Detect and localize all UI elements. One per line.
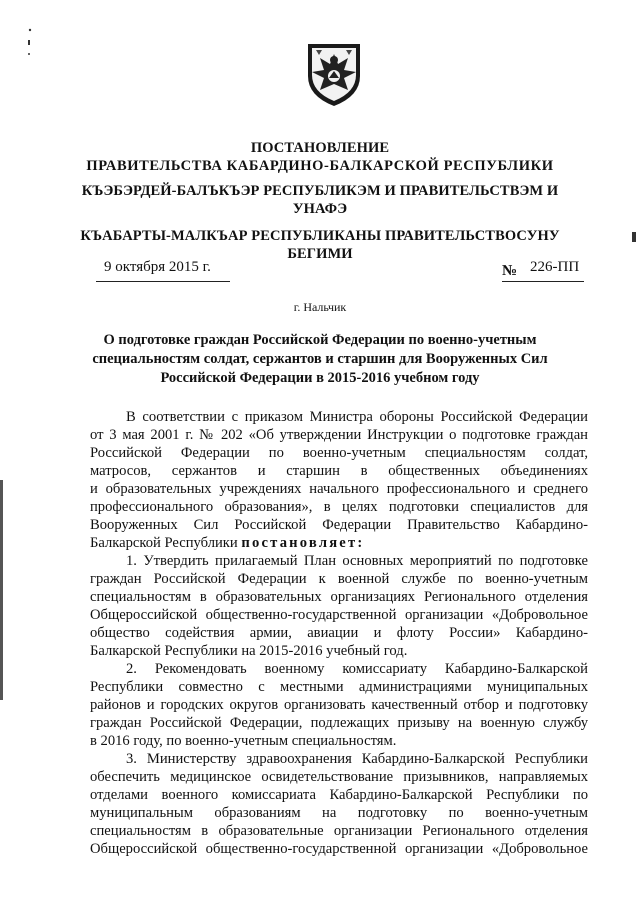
- resolves-keyword: постановляет:: [241, 535, 365, 551]
- margin-marks: [22, 26, 36, 66]
- body-line: профессионального образования», в целях подготовки специалистов для: [90, 499, 588, 515]
- body-item-3-line: муниципальным образованиям на подготовку по военно-учетным: [90, 805, 588, 821]
- decree-number: 226-ПП: [530, 259, 580, 275]
- body-item-1-line: общество содействия армии, авиации и флоту России» Кабардино-: [90, 625, 588, 641]
- decree-subject-line-1: О подготовке граждан Российской Федерации по военно-учетным: [103, 332, 537, 348]
- date-underline: [96, 281, 230, 282]
- body-item-2-line: районов и городских округов организовать качественный отбор и подготовку: [90, 697, 588, 713]
- body-line-text: Балкарской Республики: [90, 535, 242, 551]
- scan-edge-shadow: [0, 480, 3, 700]
- scan-mark: [632, 232, 636, 242]
- body-item-3-line: обеспечить медицинское освидетельствование призывников, направляемых: [90, 769, 588, 785]
- coat-of-arms-emblem: [302, 38, 366, 108]
- body-item-2-line: Республики совместно с местными администрациями муниципальных: [90, 679, 588, 695]
- body-line: Российской Федерации по военно-учетным специальностям солдат,: [90, 445, 588, 461]
- decree-date: 9 октября 2015 г.: [104, 259, 211, 275]
- header-kabardian-line-1: КЪЭБЭРДЕЙ-БАЛЪКЪЭР РЕСПУБЛИКЭМ И ПРАВИТЕЛЬСТВЭМ И: [81, 183, 559, 199]
- body-item-1-line: специальностям в образовательных организациях Регионального отделения: [90, 589, 588, 605]
- body-item-1-line: Балкарской Республики на 2015-2016 учебный год.: [90, 643, 408, 659]
- header-decree-title: ПОСТАНОВЛЕНИЕ: [250, 140, 390, 156]
- body-line: Вооруженных Сил Российской Федерации Правительство Кабардино-: [90, 517, 588, 533]
- body-line-resolves: [90, 534, 588, 552]
- body-line: и образовательных учреждениях начального профессионального и среднего: [90, 481, 588, 497]
- body-item-3-line: специальностям в образовательные организации Регионального отделения: [90, 823, 588, 839]
- decree-subject-line-2: специальностям солдат, сержантов и старшин для Вооруженных Сил: [92, 351, 548, 367]
- header-balkar-line-1: КЪАБАРТЫ-МАЛКЪАР РЕСПУБЛИКАНЫ ПРАВИТЕЛЬСТВОСУНУ: [80, 228, 560, 244]
- body-item-1-line: 1. Утвердить прилагаемый План основных мероприятий по подготовке: [126, 553, 588, 569]
- header-kabardian-line-2: УНАФЭ: [292, 201, 348, 217]
- body-item-2-line: в 2016 году, по военно-учетным специальностям.: [90, 733, 397, 749]
- header-balkar-line-2: БЕГИМИ: [287, 246, 353, 262]
- body-line: матросов, сержантов и старшин в общественных объединениях: [90, 463, 588, 479]
- body-item-3-line: отделами военного комиссариата Кабардино-Балкарской Республики по: [90, 787, 588, 803]
- body-item-3-line: 3. Министерству здравоохранения Кабардино-Балкарской Республики: [126, 751, 588, 767]
- header-government-name: ПРАВИТЕЛЬСТВА КАБАРДИНО-БАЛКАРСКОЙ РЕСПУБЛИКИ: [86, 158, 554, 174]
- body-item-2-line: граждан Российской Федерации, подлежащих призыву на военную службу: [90, 715, 588, 731]
- body-item-3-line: Общероссийской общественно-государственной организации «Добровольное: [90, 841, 588, 857]
- body-line: от 3 мая 2001 г. № 202 «Об утверждении Инструкции о подготовке граждан: [90, 427, 588, 443]
- number-sign: №: [502, 263, 518, 279]
- body-item-1-line: Общероссийской общественно-государственной организации «Добровольное: [90, 607, 588, 623]
- number-underline: [502, 281, 584, 282]
- body-item-1-line: граждан Российской Федерации к военной службе по военно-учетным: [90, 571, 588, 587]
- body-line: В соответствии с приказом Министра обороны Российской Федерации: [126, 409, 588, 425]
- city-name: г. Нальчик: [293, 300, 347, 314]
- decree-subject-line-3: Российской Федерации в 2015-2016 учебном году: [160, 370, 480, 386]
- body-item-2-line: 2. Рекомендовать военному комиссариату Кабардино-Балкарской: [126, 661, 588, 677]
